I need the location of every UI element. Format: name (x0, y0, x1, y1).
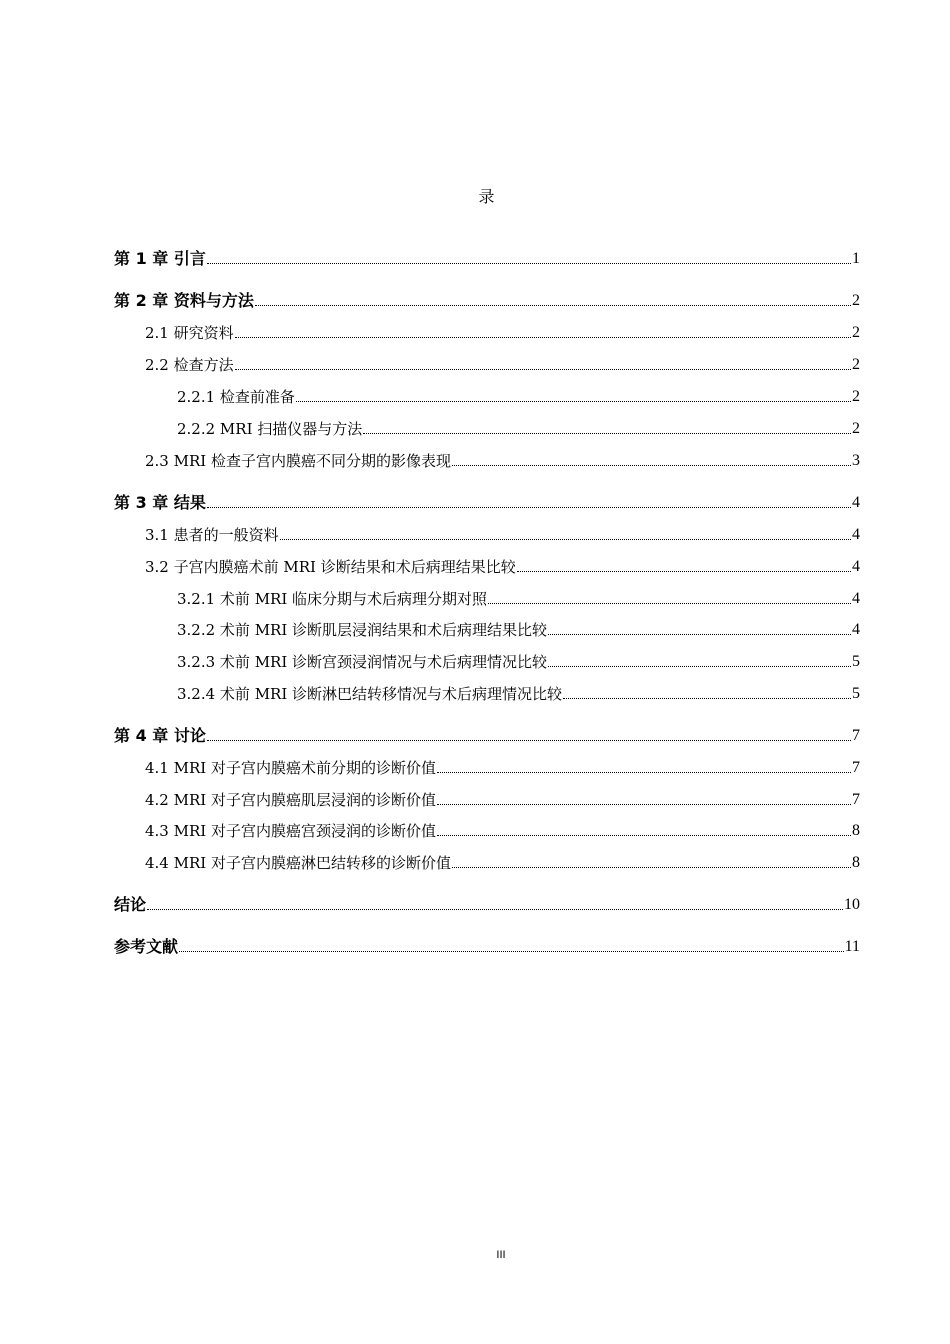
toc-entry-3-2-2[interactable] (177, 619, 860, 641)
dot-leader (488, 603, 851, 604)
toc-entry-page: 4 (852, 621, 860, 638)
toc-entry-page: 7 (852, 791, 860, 808)
toc-entry-label: 3.2.2 术前 MRI 诊断肌层浸润结果和术后病理结果比较 (177, 621, 548, 639)
toc-entry-label: 2.2.2 MRI 扫描仪器与方法 (177, 420, 363, 438)
toc-entry-label: 4.4 MRI 对子宫内膜癌淋巴结转移的诊断价值 (145, 854, 451, 872)
dot-leader (235, 337, 851, 338)
toc-entry-page: 3 (852, 452, 860, 469)
dot-leader (207, 263, 851, 264)
toc-entry-page: 2 (852, 292, 860, 309)
toc-entry-3-2-1[interactable] (177, 588, 860, 610)
toc-entry-label: 2.1 研究资料 (145, 324, 234, 342)
dot-leader (563, 698, 851, 699)
toc-entry-page: 7 (852, 727, 860, 744)
dot-leader (437, 772, 851, 773)
dot-leader (517, 571, 851, 572)
toc-entry-4-2[interactable] (145, 789, 860, 811)
toc-entry-label: 第 3 章 结果 (114, 493, 206, 512)
toc-entry-label: 3.2.4 术前 MRI 诊断淋巴结转移情况与术后病理情况比较 (177, 685, 563, 703)
dot-leader (179, 951, 844, 952)
dot-leader (437, 835, 851, 836)
toc-entry-label: 结论 (114, 895, 147, 914)
toc-entry-label: 4.3 MRI 对子宫内膜癌宫颈浸润的诊断价值 (145, 822, 436, 840)
toc-entry-page: 2 (852, 388, 860, 405)
toc-entry-label: 3.2 子宫内膜癌术前 MRI 诊断结果和术后病理结果比较 (145, 558, 516, 576)
toc-entry-4-3[interactable] (145, 820, 860, 842)
toc-entry-label: 3.1 患者的一般资料 (145, 526, 279, 544)
dot-leader (363, 433, 851, 434)
toc-entry-chapter-3[interactable] (114, 492, 860, 514)
toc-entry-chapter-2[interactable] (114, 290, 860, 312)
toc-entry-conclusion[interactable] (114, 894, 860, 916)
toc-entry-3-2[interactable] (145, 556, 860, 578)
toc-entry-2-2-1[interactable] (177, 386, 860, 408)
toc-entry-label: 3.2.3 术前 MRI 诊断宫颈浸润情况与术后病理情况比较 (177, 653, 548, 671)
dot-leader (207, 507, 851, 508)
toc-entry-label: 第 2 章 资料与方法 (114, 291, 254, 310)
toc-entry-label: 4.1 MRI 对子宫内膜癌术前分期的诊断价值 (145, 759, 436, 777)
toc-entry-2-3[interactable] (145, 450, 860, 472)
dot-leader (255, 305, 851, 306)
dot-leader (147, 909, 843, 910)
toc-entry-label: 第 4 章 讨论 (114, 726, 206, 745)
toc-entry-label: 4.2 MRI 对子宫内膜癌肌层浸润的诊断价值 (145, 791, 436, 809)
dot-leader (452, 465, 851, 466)
toc-entry-chapter-4[interactable] (114, 725, 860, 747)
toc-heading: 录 (478, 187, 495, 206)
toc-entry-page: 2 (852, 356, 860, 373)
toc-entry-page: 8 (852, 854, 860, 871)
toc-entry-4-4[interactable] (145, 852, 860, 874)
toc-entry-label: 2.2 检查方法 (145, 356, 234, 374)
toc-entry-page: 4 (852, 526, 860, 543)
toc-entry-page: 5 (852, 653, 860, 670)
toc-entry-page: 1 (852, 250, 860, 267)
dot-leader (452, 867, 851, 868)
dot-leader (280, 539, 851, 540)
toc-entry-4-1[interactable] (145, 757, 860, 779)
toc-entry-page: 7 (852, 759, 860, 776)
toc-entry-references[interactable] (114, 936, 860, 958)
toc-entry-2-2-2[interactable] (177, 418, 860, 440)
toc-entry-label: 3.2.1 术前 MRI 临床分期与术后病理分期对照 (177, 590, 488, 608)
toc-entry-label: 2.3 MRI 检查子宫内膜癌不同分期的影像表现 (145, 452, 451, 470)
toc-entry-page: 2 (852, 420, 860, 437)
dot-leader (548, 634, 851, 635)
toc-entry-label: 第 1 章 引言 (114, 249, 206, 268)
toc-entry-3-2-3[interactable] (177, 651, 860, 673)
toc-entry-page: 10 (844, 896, 860, 913)
toc-entry-page: 4 (852, 494, 860, 511)
toc-entry-label: 参考文献 (114, 937, 179, 956)
dot-leader (296, 401, 851, 402)
toc-entry-page: 11 (844, 938, 860, 955)
toc-entry-page: 4 (852, 558, 860, 575)
toc-entry-3-1[interactable] (145, 524, 860, 546)
toc-entry-2-1[interactable] (145, 322, 860, 344)
toc-entry-page: 8 (852, 822, 860, 839)
page-number: III (496, 1249, 506, 1261)
toc-entry-page: 4 (852, 590, 860, 607)
toc-entry-3-2-4[interactable] (177, 683, 860, 705)
toc-entry-page: 5 (852, 685, 860, 702)
toc-entry-label: 2.2.1 检查前准备 (177, 388, 295, 406)
toc-entry-2-2[interactable] (145, 354, 860, 376)
toc-entry-chapter-1[interactable] (114, 248, 860, 270)
dot-leader (207, 740, 851, 741)
dot-leader (548, 666, 851, 667)
toc-entry-page: 2 (852, 324, 860, 341)
dot-leader (437, 804, 851, 805)
dot-leader (235, 369, 851, 370)
